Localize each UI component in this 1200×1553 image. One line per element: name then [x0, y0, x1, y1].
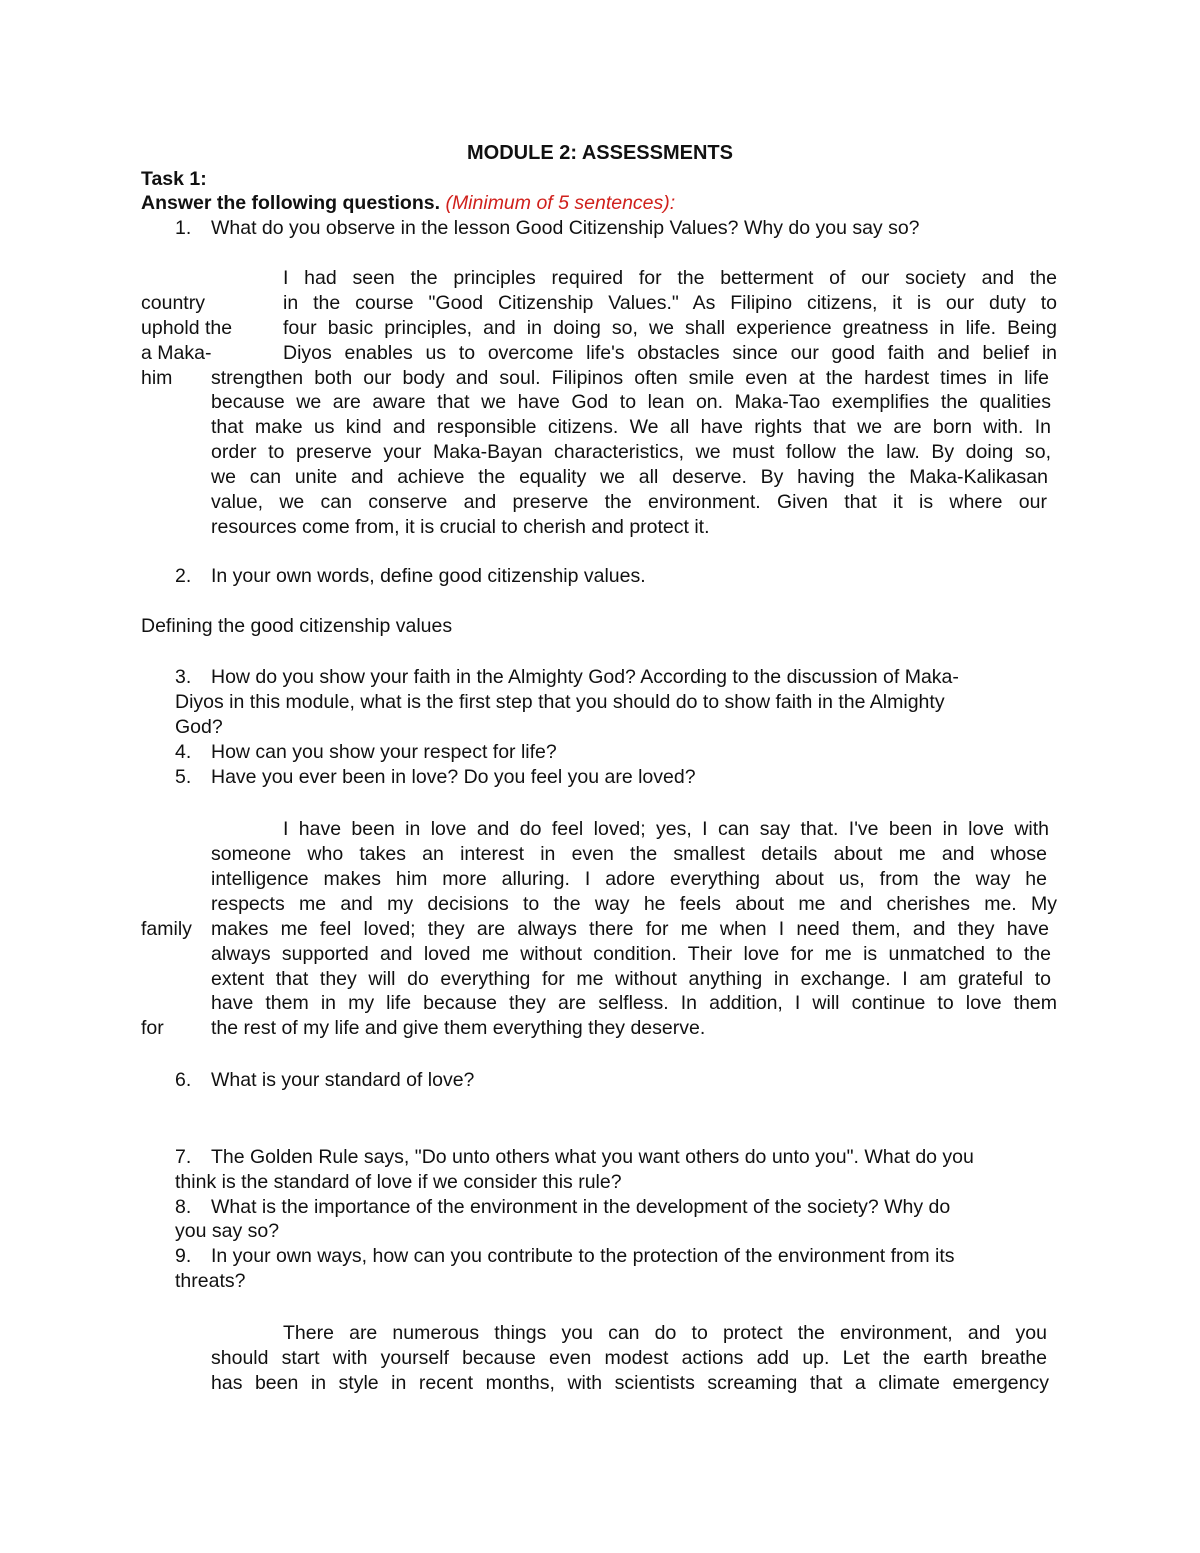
- question-number: 5.: [175, 766, 192, 788]
- question-5-text: Have you ever been in love? Do you feel you are loved?: [211, 766, 696, 788]
- question-8-line: What is the importance of the environment in the development of the society? Why do: [211, 1196, 951, 1218]
- answer-1-line: I had seen the principles required for the betterment of our society and the: [283, 267, 1057, 289]
- answer-1-margin-text: him: [141, 367, 173, 389]
- answer-1-margin-text: uphold the: [141, 317, 233, 339]
- answer-1-line: four basic principles, and in doing so, we shall experience greatness in life. Being: [283, 317, 1057, 339]
- question-7-line: The Golden Rule says, "Do unto others what you want others do unto you". What do you: [211, 1146, 974, 1168]
- answer-5-line: I have been in love and do feel loved; yes, I can say that. I've been in love with: [283, 818, 1049, 840]
- answer-1-margin-text: country: [141, 292, 205, 314]
- question-number: 9.: [175, 1245, 192, 1267]
- answer-5-line: always supported and loved me without condition. Their love for me is unmatched to the: [211, 943, 1051, 965]
- instruction-close-paren: ):: [663, 192, 676, 214]
- task-heading: Task 1:: [141, 168, 207, 190]
- answer-1-line: value, we can conserve and preserve the environment. Given that it is where our: [211, 491, 1047, 513]
- instruction: [141, 191, 675, 215]
- question-number: 6.: [175, 1069, 192, 1091]
- answer-1-margin-text: a Maka-: [141, 342, 212, 364]
- question-number: 3.: [175, 666, 192, 688]
- answer-1-line: we can unite and achieve the equality we all deserve. By having the Maka-Kalikasan: [211, 466, 1048, 488]
- answer-1-line: in the course "Good Citizenship Values." As Filipino citizens, it is our duty to: [283, 292, 1057, 314]
- answer-5-line: respects me and my decisions to the way he feels about me and cherishes me. My: [211, 893, 1057, 915]
- answer-1-line: strengthen both our body and soul. Filipinos often smile even at the hardest times in life: [211, 367, 1049, 389]
- answer-9-line: has been in style in recent months, with scientists screaming that a climate emergency: [211, 1372, 1049, 1394]
- question-9-line: In your own ways, how can you contribute to the protection of the environment from its: [211, 1245, 955, 1267]
- question-7-line: think is the standard of love if we consider this rule?: [175, 1171, 622, 1193]
- answer-5-margin-text: family: [141, 918, 192, 940]
- instruction-main: Answer the following questions.: [141, 192, 446, 214]
- instruction-open-paren: (: [445, 192, 452, 214]
- answer-1-line: Diyos enables us to overcome life's obstacles since our good faith and belief in: [283, 342, 1057, 364]
- page-title: MODULE 2: ASSESSMENTS: [467, 142, 733, 164]
- question-1-text: What do you observe in the lesson Good Citizenship Values? Why do you say so?: [211, 217, 920, 239]
- question-number: 7.: [175, 1146, 192, 1168]
- question-number: 4.: [175, 741, 192, 763]
- question-number: 1.: [175, 217, 192, 239]
- answer-1-line: because we are aware that we have God to lean on. Maka-Tao exemplifies the qualities: [211, 391, 1051, 413]
- answer-5-line: intelligence makes him more alluring. I adore everything about us, from the way he: [211, 868, 1047, 890]
- answer-5-line: extent that they will do everything for me without anything in exchange. I am grateful to: [211, 968, 1051, 990]
- answer-1-line: that make us kind and responsible citizens. We all have rights that we are born with. In: [211, 416, 1051, 438]
- answer-1-line: resources come from, it is crucial to cherish and protect it.: [211, 516, 710, 538]
- question-9-line: threats?: [175, 1270, 246, 1292]
- question-8-line: you say so?: [175, 1220, 280, 1242]
- answer-5-line: someone who takes an interest in even the smallest details about me and whose: [211, 843, 1047, 865]
- answer-1-line: order to preserve your Maka-Bayan characteristics, we must follow the law. By doing so,: [211, 441, 1051, 463]
- answer-2-text: Defining the good citizenship values: [141, 615, 453, 637]
- question-2-text: In your own words, define good citizenship values.: [211, 565, 646, 587]
- answer-5-line: the rest of my life and give them everything they deserve.: [211, 1017, 706, 1039]
- answer-9-line: There are numerous things you can do to protect the environment, and you: [283, 1322, 1047, 1344]
- answer-5-line: have them in my life because they are selfless. In addition, I will continue to love them: [211, 992, 1057, 1014]
- question-6-text: What is your standard of love?: [211, 1069, 475, 1091]
- answer-5-margin-text: for: [141, 1017, 164, 1039]
- question-number: 2.: [175, 565, 192, 587]
- question-3-line: God?: [175, 716, 223, 738]
- answer-9-line: should start with yourself because even modest actions add up. Let the earth breathe: [211, 1347, 1047, 1369]
- question-number: 8.: [175, 1196, 192, 1218]
- question-3-line: How do you show your faith in the Almighty God? According to the discussion of Maka-: [211, 666, 959, 688]
- answer-5-line: makes me feel loved; they are always there for me when I need them, and they have: [211, 918, 1049, 940]
- question-3-line: Diyos in this module, what is the first step that you should do to show faith in the Almighty: [175, 691, 945, 713]
- instruction-note: Minimum of 5 sentences: [451, 192, 664, 214]
- question-4-text: How can you show your respect for life?: [211, 741, 557, 763]
